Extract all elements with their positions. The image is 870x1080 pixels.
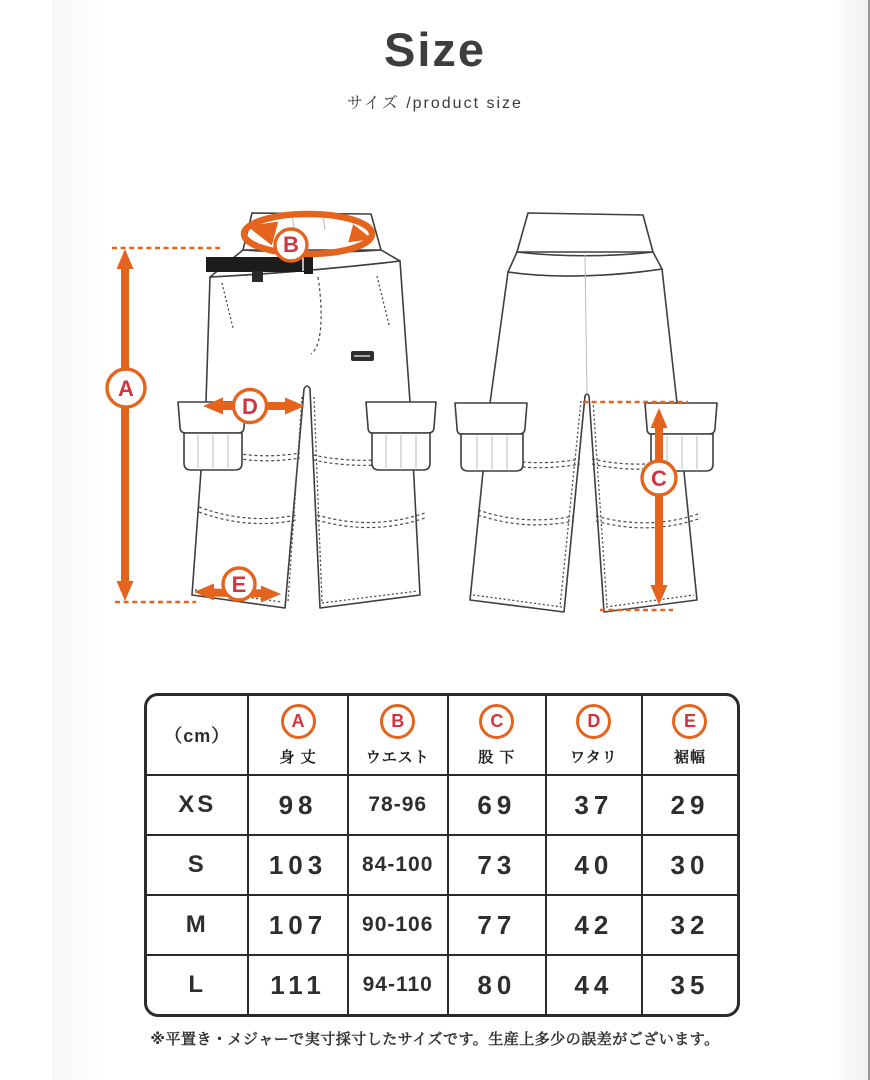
value-cell: 94-110	[348, 955, 448, 1014]
col-header-b	[348, 696, 448, 775]
size-diagram	[0, 165, 870, 625]
value-cell: 69	[448, 775, 546, 835]
value-cell: 98	[248, 775, 347, 835]
col-letter-badge-b: B	[380, 704, 415, 739]
cargo-pocket-back-left	[455, 403, 527, 471]
value-cell: 77	[448, 895, 546, 955]
col-header-e	[642, 696, 737, 775]
brand-label	[351, 351, 374, 361]
value-cell: 78-96	[348, 775, 448, 835]
col-letter-badge-e: E	[672, 704, 707, 739]
size-cell: L	[147, 955, 248, 1014]
value-cell: 29	[642, 775, 737, 835]
value-cell: 73	[448, 835, 546, 895]
value-cell: 30	[642, 835, 737, 895]
table-row-m	[147, 895, 737, 955]
value-cell: 84-100	[348, 835, 448, 895]
value-cell: 44	[546, 955, 642, 1014]
table-row-l	[147, 955, 737, 1014]
size-note: ※平置き・メジャーで実寸採寸したサイズです。生産上多少の誤差がございます。	[150, 1031, 720, 1048]
col-letter-badge-d: D	[576, 704, 611, 739]
value-cell: 32	[642, 895, 737, 955]
size-cell: XS	[147, 775, 248, 835]
value-cell: 35	[642, 955, 737, 1014]
cargo-pocket-front-right	[366, 402, 436, 470]
col-label-c: 股 下	[478, 748, 516, 766]
unit-label: （cm）	[164, 726, 231, 746]
col-label-d: ワタリ	[569, 748, 618, 766]
value-cell: 90-106	[348, 895, 448, 955]
table-row-xs	[147, 775, 737, 835]
page-subtitle: サイズ /product size	[347, 95, 523, 112]
col-letter-badge-c: C	[479, 704, 514, 739]
value-cell: 111	[248, 955, 347, 1014]
marker-b-letter: B	[283, 232, 299, 257]
value-cell: 42	[546, 895, 642, 955]
belt-keeper	[252, 271, 263, 282]
table-row-s	[147, 835, 737, 895]
value-cell: 37	[546, 775, 642, 835]
marker-c-letter: C	[651, 466, 667, 491]
col-label-e: 裾幅	[673, 748, 706, 766]
col-header-d	[546, 696, 642, 775]
page-title: Size	[383, 23, 487, 76]
value-cell: 80	[448, 955, 546, 1014]
marker-d-letter: D	[242, 394, 258, 419]
back-pants-drawing	[455, 213, 717, 612]
col-header-a	[248, 696, 347, 775]
back-upper-band	[517, 213, 653, 252]
table-header-row	[147, 696, 737, 775]
col-header-c	[448, 696, 546, 775]
size-cell: M	[147, 895, 248, 955]
value-cell: 107	[248, 895, 347, 955]
value-cell: 40	[546, 835, 642, 895]
marker-a-letter: A	[118, 376, 134, 401]
value-cell: 103	[248, 835, 347, 895]
col-label-b: ウエスト	[365, 748, 430, 766]
col-letter-badge-a: A	[281, 704, 316, 739]
size-cell: S	[147, 835, 248, 895]
size-table	[144, 693, 740, 1017]
col-label-a: 身 丈	[279, 748, 317, 766]
unit-cell	[147, 696, 248, 775]
marker-e-letter: E	[231, 572, 247, 597]
